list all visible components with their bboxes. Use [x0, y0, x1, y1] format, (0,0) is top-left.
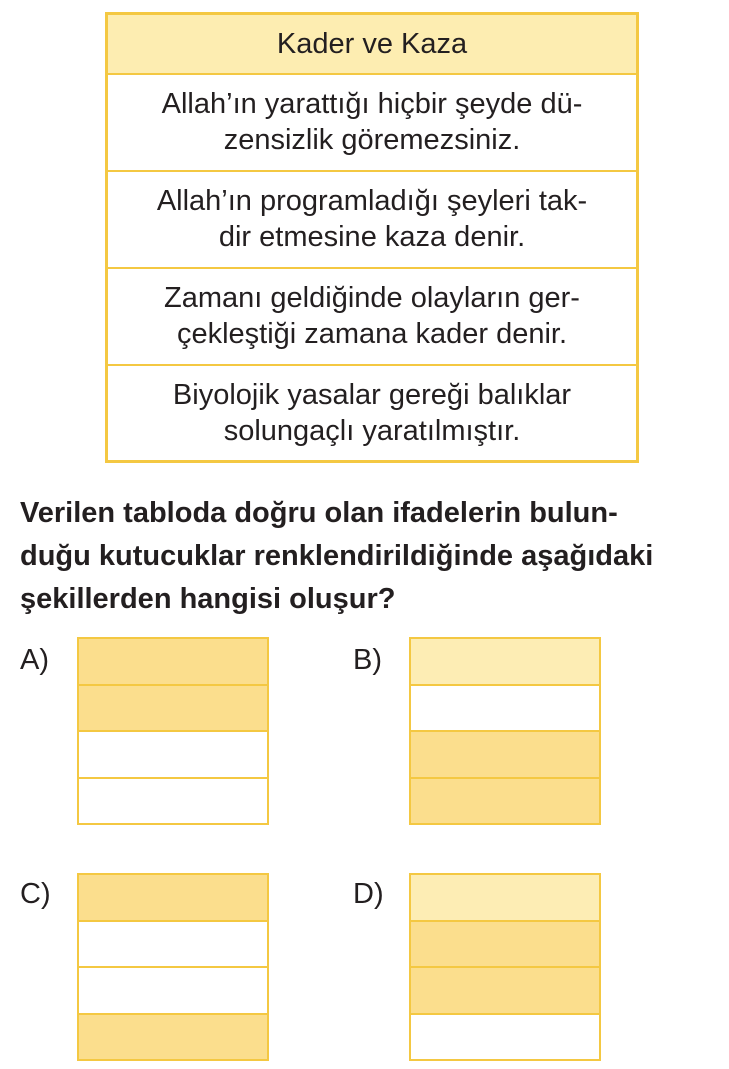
- table-row-4: [107, 365, 638, 462]
- kader-kaza-table: [105, 12, 639, 463]
- option-a-box-2: [79, 686, 267, 733]
- option-d-box-1: [411, 875, 599, 922]
- statement-2-line2: dir etmesine kaza denir.: [218, 221, 526, 253]
- option-d-box-4: [411, 1015, 599, 1060]
- statement-4-line2: solungaçlı yaratılmıştır.: [223, 414, 521, 447]
- option-b-box-4: [411, 779, 599, 824]
- option-b-box-2: [411, 686, 599, 733]
- option-d-box-2: [411, 922, 599, 969]
- question-line-2: duğu kutucuklar renklendirildiğinde aşağıdaki: [20, 540, 654, 572]
- table-header-text: Kader ve Kaza: [276, 27, 468, 60]
- option-a-label[interactable]: A): [20, 644, 49, 676]
- statement-4-line1: Biyolojik yasalar gereği balıklar: [172, 378, 572, 411]
- option-a-box-1: [79, 639, 267, 686]
- option-b-box-1: [411, 639, 599, 686]
- option-c-box-2: [79, 922, 267, 969]
- statement-2-line1: Allah’ın programladığı şeyleri tak-: [156, 185, 588, 217]
- table-row-2: [107, 171, 638, 268]
- statement-3-line1: Zamanı geldiğinde olayların ger-: [164, 282, 580, 314]
- statement-3-line2: çekleştiği zamana kader denir.: [176, 318, 568, 350]
- option-d-label[interactable]: D): [353, 878, 384, 910]
- question-text: [20, 492, 724, 621]
- option-c-box-4: [79, 1015, 267, 1060]
- option-c-box-3: [79, 968, 267, 1015]
- option-c-shape[interactable]: [77, 873, 269, 1061]
- option-b-label[interactable]: B): [353, 644, 382, 676]
- table-row-3: [107, 268, 638, 365]
- option-b-shape[interactable]: [409, 637, 601, 825]
- question-line-3: şekillerden hangisi oluşur?: [20, 583, 396, 615]
- option-a-box-3: [79, 732, 267, 779]
- statement-1-line1: Allah’ın yarattığı hiçbir şeyde dü-: [161, 88, 583, 120]
- table-row-1: [107, 74, 638, 171]
- option-d-shape[interactable]: [409, 873, 601, 1061]
- question-line-1: Verilen tabloda doğru olan ifadelerin bulun-: [20, 497, 618, 529]
- option-c-box-1: [79, 875, 267, 922]
- statement-1-line2: zensizlik göremezsiniz.: [223, 124, 521, 156]
- option-a-box-4: [79, 779, 267, 824]
- table-header: [107, 14, 638, 74]
- option-a-shape[interactable]: [77, 637, 269, 825]
- option-d-box-3: [411, 968, 599, 1015]
- option-b-box-3: [411, 732, 599, 779]
- option-c-label[interactable]: C): [20, 878, 51, 910]
